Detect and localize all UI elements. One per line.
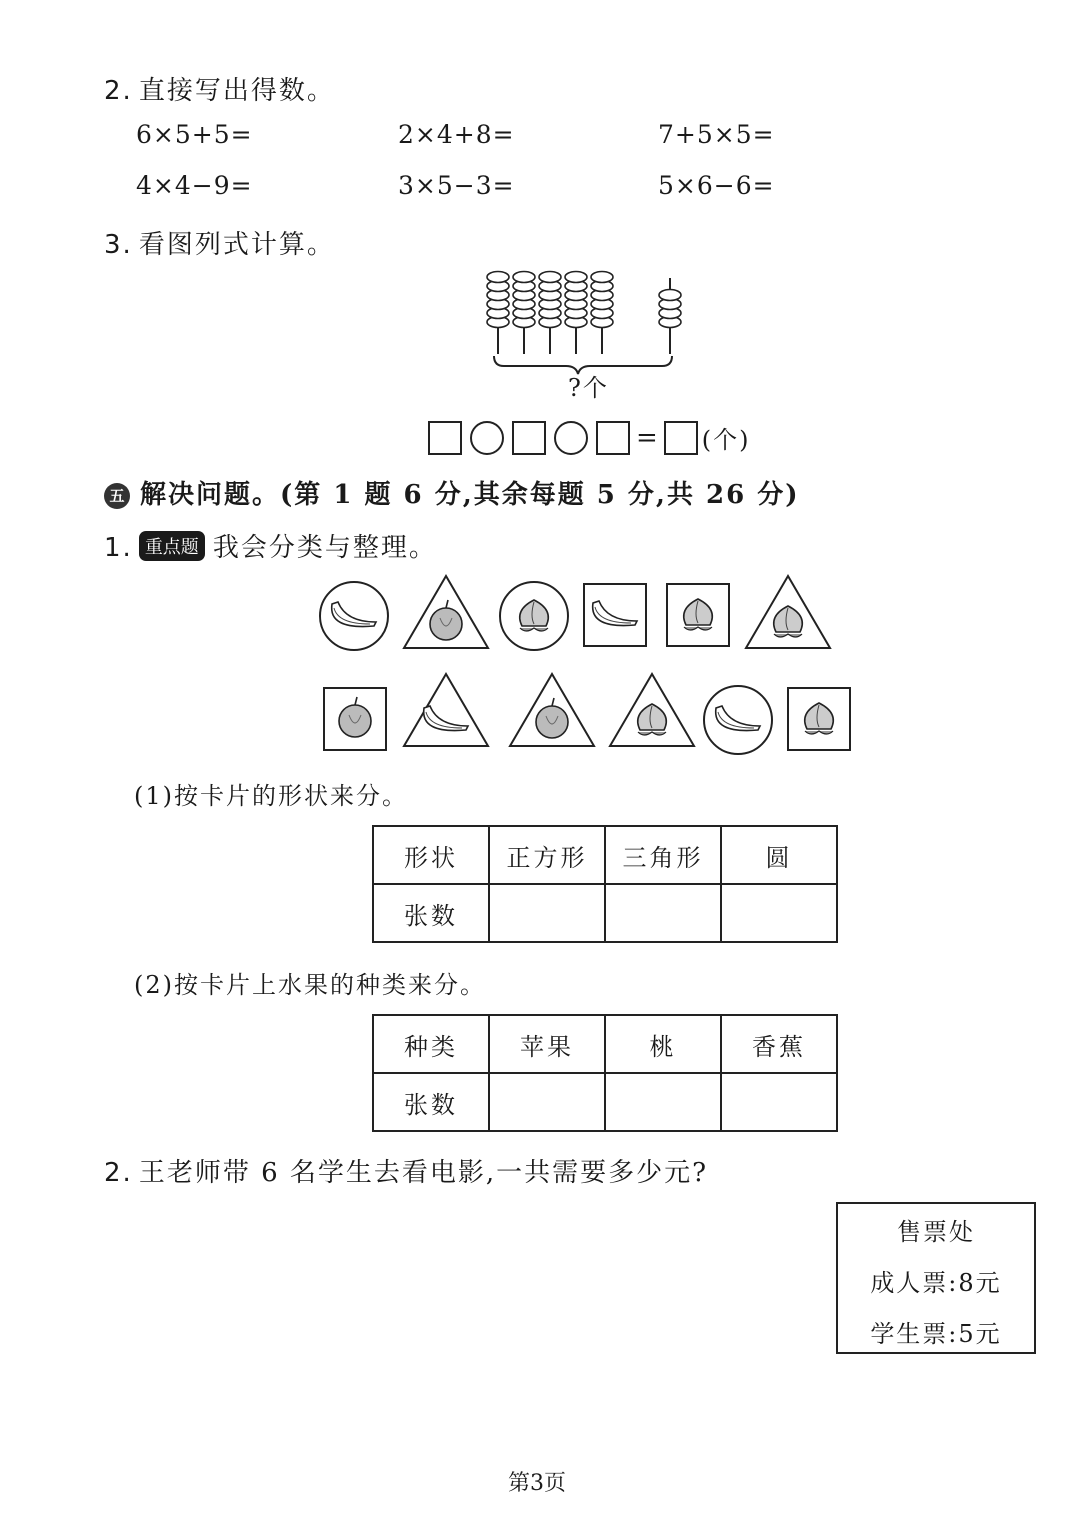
answer-cell[interactable] — [605, 1073, 721, 1131]
q3-title: 看图列式计算。 — [138, 230, 335, 260]
key-question-badge: 重点题 — [139, 531, 205, 561]
q2-heading — [104, 70, 335, 107]
bracket-label: ?个 — [568, 374, 609, 402]
p1-heading — [104, 527, 437, 564]
triangle-peach-card — [608, 672, 698, 754]
q2-number: 2. — [104, 76, 133, 106]
section-five-title: 解决问题。(第 1 题 6 分,其余每题 5 分,共 26 分) — [140, 480, 800, 510]
bead-icon — [591, 272, 613, 283]
blank-box[interactable] — [512, 421, 546, 455]
page-number: 第3页 — [508, 1471, 566, 1496]
answer-cell[interactable] — [605, 884, 721, 942]
table-header-cell: 三角形 — [605, 826, 721, 884]
skewer-icon — [565, 272, 587, 355]
triangle-banana-card — [402, 672, 492, 754]
circle-banana-card — [702, 684, 776, 762]
circle-peach-card — [498, 580, 572, 658]
answer-cell[interactable] — [489, 1073, 605, 1131]
equation: 2×4+8= — [398, 120, 515, 149]
shape-table — [372, 825, 838, 943]
table-header-cell: 种类 — [373, 1015, 489, 1073]
table-header-cell: 形状 — [373, 826, 489, 884]
table-header-cell: 香蕉 — [721, 1015, 837, 1073]
skewer-icon — [539, 272, 561, 355]
square-peach-card — [784, 684, 858, 762]
equals-sign: = — [636, 422, 658, 453]
p2-number: 2. — [104, 1158, 133, 1188]
bead-icon — [513, 272, 535, 283]
square-card-icon — [584, 584, 646, 646]
operator-circle[interactable] — [470, 421, 504, 455]
equation: 3×5−3= — [398, 171, 515, 200]
table-header-cell: 桃 — [605, 1015, 721, 1073]
blank-box[interactable] — [664, 421, 698, 455]
answer-template — [424, 420, 751, 455]
table-header-cell: 苹果 — [489, 1015, 605, 1073]
skewer-icon — [591, 272, 613, 355]
answer-cell[interactable] — [721, 1073, 837, 1131]
table-row-label: 张数 — [373, 884, 489, 942]
equation: 7+5×5= — [658, 120, 775, 149]
bead-icon — [659, 290, 681, 301]
p2-heading — [104, 1152, 708, 1189]
square-banana-card — [580, 580, 654, 658]
p1-title: 我会分类与整理。 — [212, 533, 437, 563]
student-ticket-price: 学生票:5元 — [870, 1320, 1002, 1348]
skewer-icon — [487, 272, 509, 355]
triangle-peach-card — [744, 574, 834, 656]
triangle-card-icon — [404, 674, 488, 746]
ticket-office-sign — [836, 1202, 1036, 1354]
triangle-apple-card — [402, 574, 492, 656]
answer-cell[interactable] — [721, 884, 837, 942]
skewer-icon — [513, 272, 535, 355]
sub-question-2: (2)按卡片上水果的种类来分。 — [134, 971, 486, 999]
table-header-cell: 正方形 — [489, 826, 605, 884]
p2-title: 王老师带 6 名学生去看电影,一共需要多少元? — [138, 1158, 709, 1188]
triangle-apple-card — [508, 672, 598, 754]
section-five-heading — [104, 474, 800, 511]
q2-title: 直接写出得数。 — [138, 76, 335, 106]
skewer-figure — [480, 268, 690, 378]
square-apple-card — [320, 684, 394, 762]
bead-icon — [539, 272, 561, 283]
bead-icon — [565, 272, 587, 283]
section-five-icon: 五 — [104, 483, 130, 509]
fruit-table — [372, 1014, 838, 1132]
blank-box[interactable] — [596, 421, 630, 455]
adult-ticket-price: 成人票:8元 — [870, 1269, 1002, 1297]
equation: 4×4−9= — [136, 171, 253, 200]
circle-card-icon — [704, 686, 772, 754]
unit-label: (个) — [701, 426, 751, 454]
p1-number: 1. — [104, 533, 133, 563]
answer-cell[interactable] — [489, 884, 605, 942]
q3-number: 3. — [104, 230, 133, 260]
ticket-title: 售票处 — [897, 1218, 975, 1246]
q3-heading — [104, 224, 335, 261]
sub-question-1: (1)按卡片的形状来分。 — [134, 782, 408, 810]
equation: 5×6−6= — [658, 171, 775, 200]
square-peach-card — [663, 580, 737, 658]
circle-banana-card — [318, 580, 392, 658]
bead-icon — [487, 272, 509, 283]
skewer-icon — [659, 278, 681, 354]
blank-box[interactable] — [428, 421, 462, 455]
operator-circle[interactable] — [554, 421, 588, 455]
table-header-cell: 圆 — [721, 826, 837, 884]
circle-card-icon — [320, 582, 388, 650]
equation: 6×5+5= — [136, 120, 253, 149]
table-row-label: 张数 — [373, 1073, 489, 1131]
